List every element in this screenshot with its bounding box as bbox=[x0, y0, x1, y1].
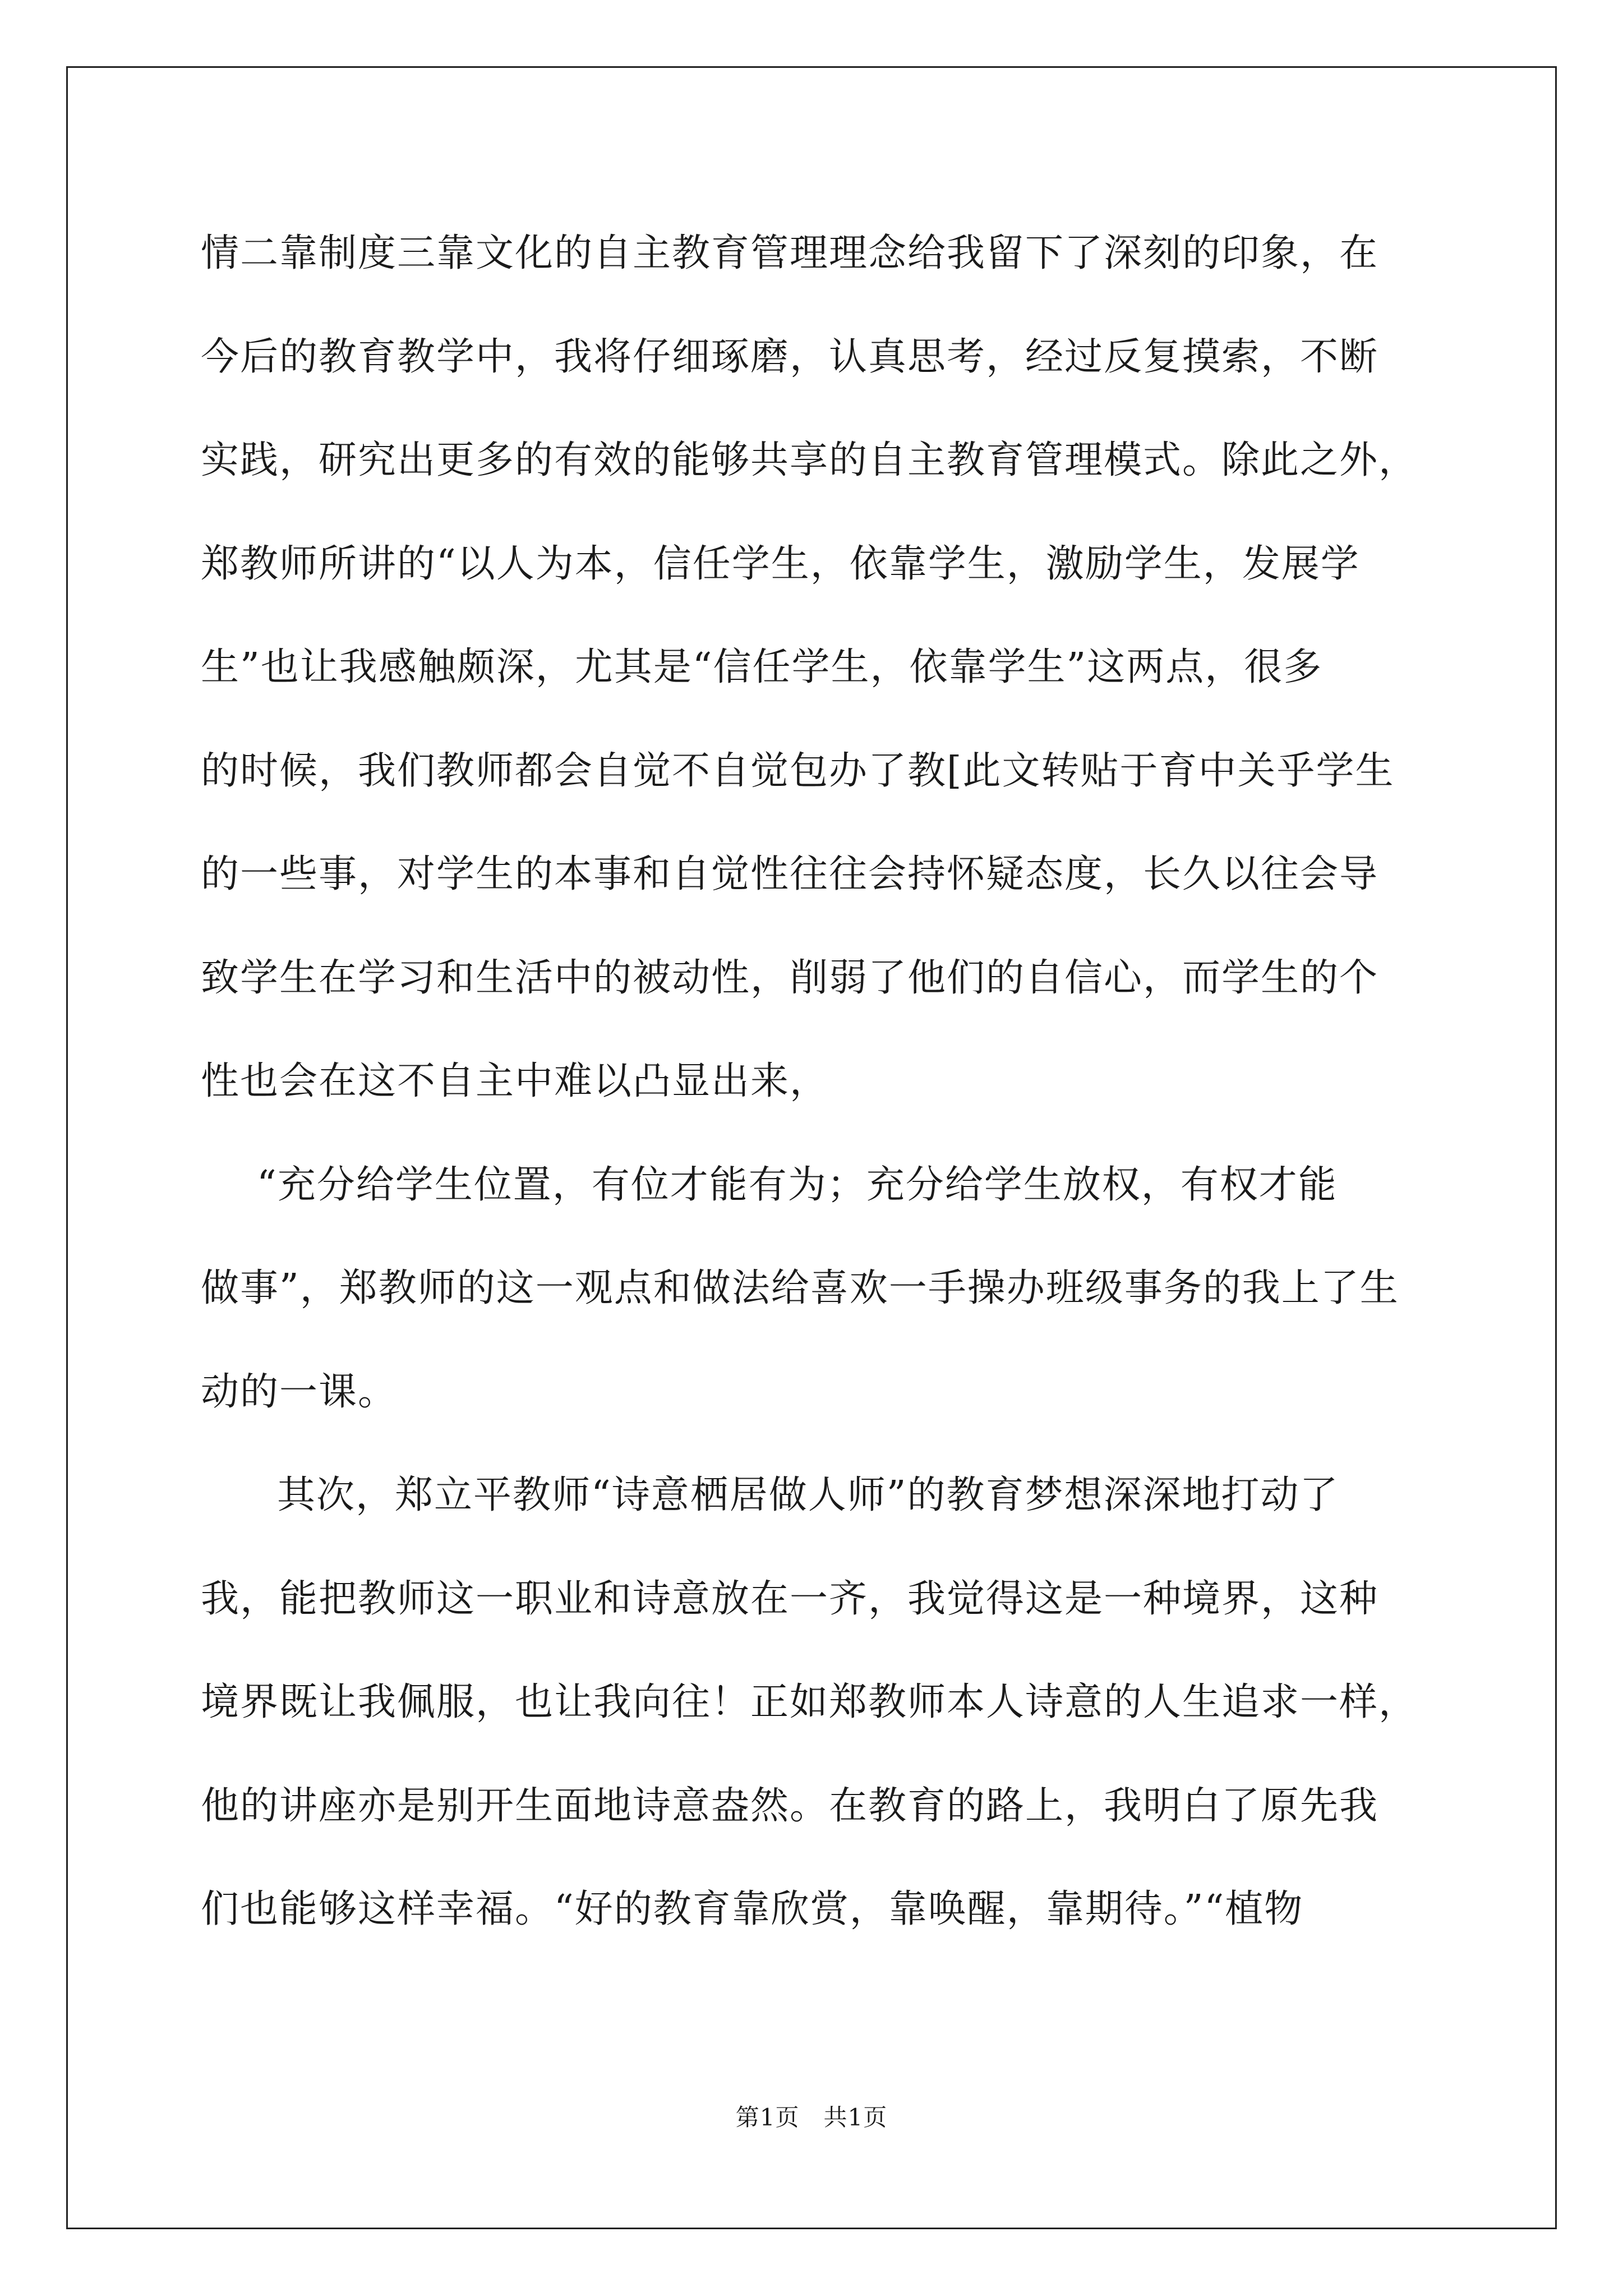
text-line: 今后的教育教学中，我将仔细琢磨，认真思考，经过反复摸索，不断 bbox=[201, 334, 1379, 379]
page-footer bbox=[0, 2099, 1623, 2133]
text-line: 们也能够这样幸福。“好的教育靠欣赏，靠唤醒，靠期待。”“植物 bbox=[201, 1887, 1304, 1931]
text-line: 他的讲座亦是别开生面地诗意盎然。在教育的路上，我明白了原先我 bbox=[201, 1783, 1379, 1828]
text-line: 实践，研究出更多的有效的能够共享的自主教育管理模式。除此之外， bbox=[201, 438, 1418, 482]
text-line: “充分给学生位置，有位才能有为；充分给学生放权，有权才能 bbox=[257, 1162, 1338, 1207]
text-line: 情二靠制度三靠文化的自主教育管理理念给我留下了深刻的印象，在 bbox=[201, 231, 1379, 275]
text-line: 其次，郑立平教师“诗意栖居做人师”的教育梦想深深地打动了 bbox=[277, 1473, 1339, 1517]
text-line: 我，能把教师这一职业和诗意放在一齐，我觉得这是一种境界，这种 bbox=[201, 1576, 1379, 1621]
text-line: 境界既让我佩服，也让我向往！正如郑教师本人诗意的人生追求一样， bbox=[201, 1680, 1418, 1724]
text-line: 的一些事，对学生的本事和自觉性往往会持怀疑态度，长久以往会导 bbox=[201, 852, 1379, 896]
text-line: 生”也让我感触颇深，尤其是“信任学生，依靠学生”这两点，很多 bbox=[201, 645, 1323, 689]
text-line: 做事”，郑教师的这一观点和做法给喜欢一手操办班级事务的我上了生 bbox=[201, 1266, 1399, 1310]
text-line: 郑教师所讲的“以人为本，信任学生，依靠学生，激励学生，发展学 bbox=[201, 541, 1360, 586]
page-number-label: 第1页 共1页 bbox=[735, 2104, 888, 2131]
text-line: 致学生在学习和生活中的被动性，削弱了他们的自信心，而学生的个 bbox=[201, 955, 1379, 1000]
text-line: 动的一课。 bbox=[201, 1369, 398, 1414]
text-line: 的时候，我们教师都会自觉不自觉包办了教[此文转贴于育中关乎学生 bbox=[201, 748, 1395, 793]
text-line: 性也会在这不自主中难以凸显出来， bbox=[201, 1059, 829, 1103]
document-body bbox=[201, 202, 1435, 1962]
